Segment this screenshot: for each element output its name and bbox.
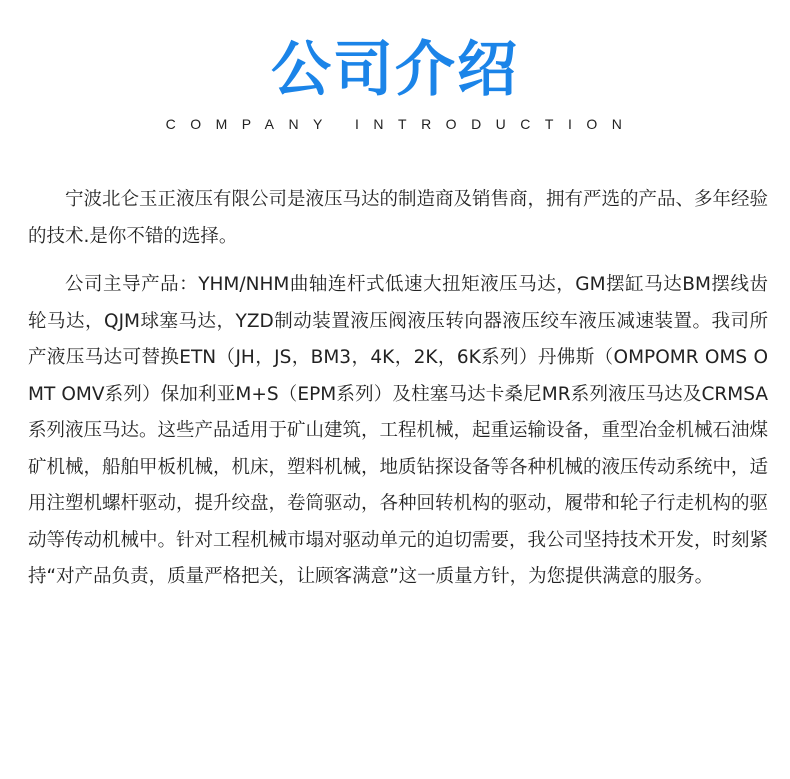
page-subtitle: COMPANY INTRODUCTION: [165, 116, 637, 132]
intro-paragraph-1: 宁波北仑玉正液压有限公司是液压马达的制造商及销售商，拥有严选的产品、多年经验的技术.是你不错的选择。: [28, 189, 769, 247]
page-title: 公司介绍: [271, 35, 519, 105]
intro-paragraph-2: 公司主导产品：YHM/NHM曲轴连杆式低速大扭矩液压马达，GM摆缸马达BM摆线齿轮马达，QJM球塞马达，YZD制动装置液压阀液压转向器液压绞车液压减速装置。我司所产液压马达可替换ETN（JH，JS，BM3，4K，2K，6K系列）丹佛斯（OMPOMR OMS OMT OMV系列）保加利亚M+S（EPM系列）及柱塞马达卡桑尼MR系列液压马达及CRMSA系列液压马达。这些产品适用于矿山建筑，工程机械，起重运输设备，重型冶金机械石油煤矿机械，船舶甲板机械，机床，塑料机械，地质钻探设备等各种机械的液压传动系统中，适用注塑机螺杆驱动，提升绞盘，卷筒驱动，各种回转机构的驱动，履带和轮子行走机构的驱动等传动机械中。针对工程机械市塌对驱动单元的迫切需要，我公司坚持技术开发，时刻紧持“对产品负责，质量严格把关，让顾客满意”这一质量方针，为您提供满意的服务。: [28, 274, 769, 587]
company-introduction-body: [28, 182, 768, 596]
